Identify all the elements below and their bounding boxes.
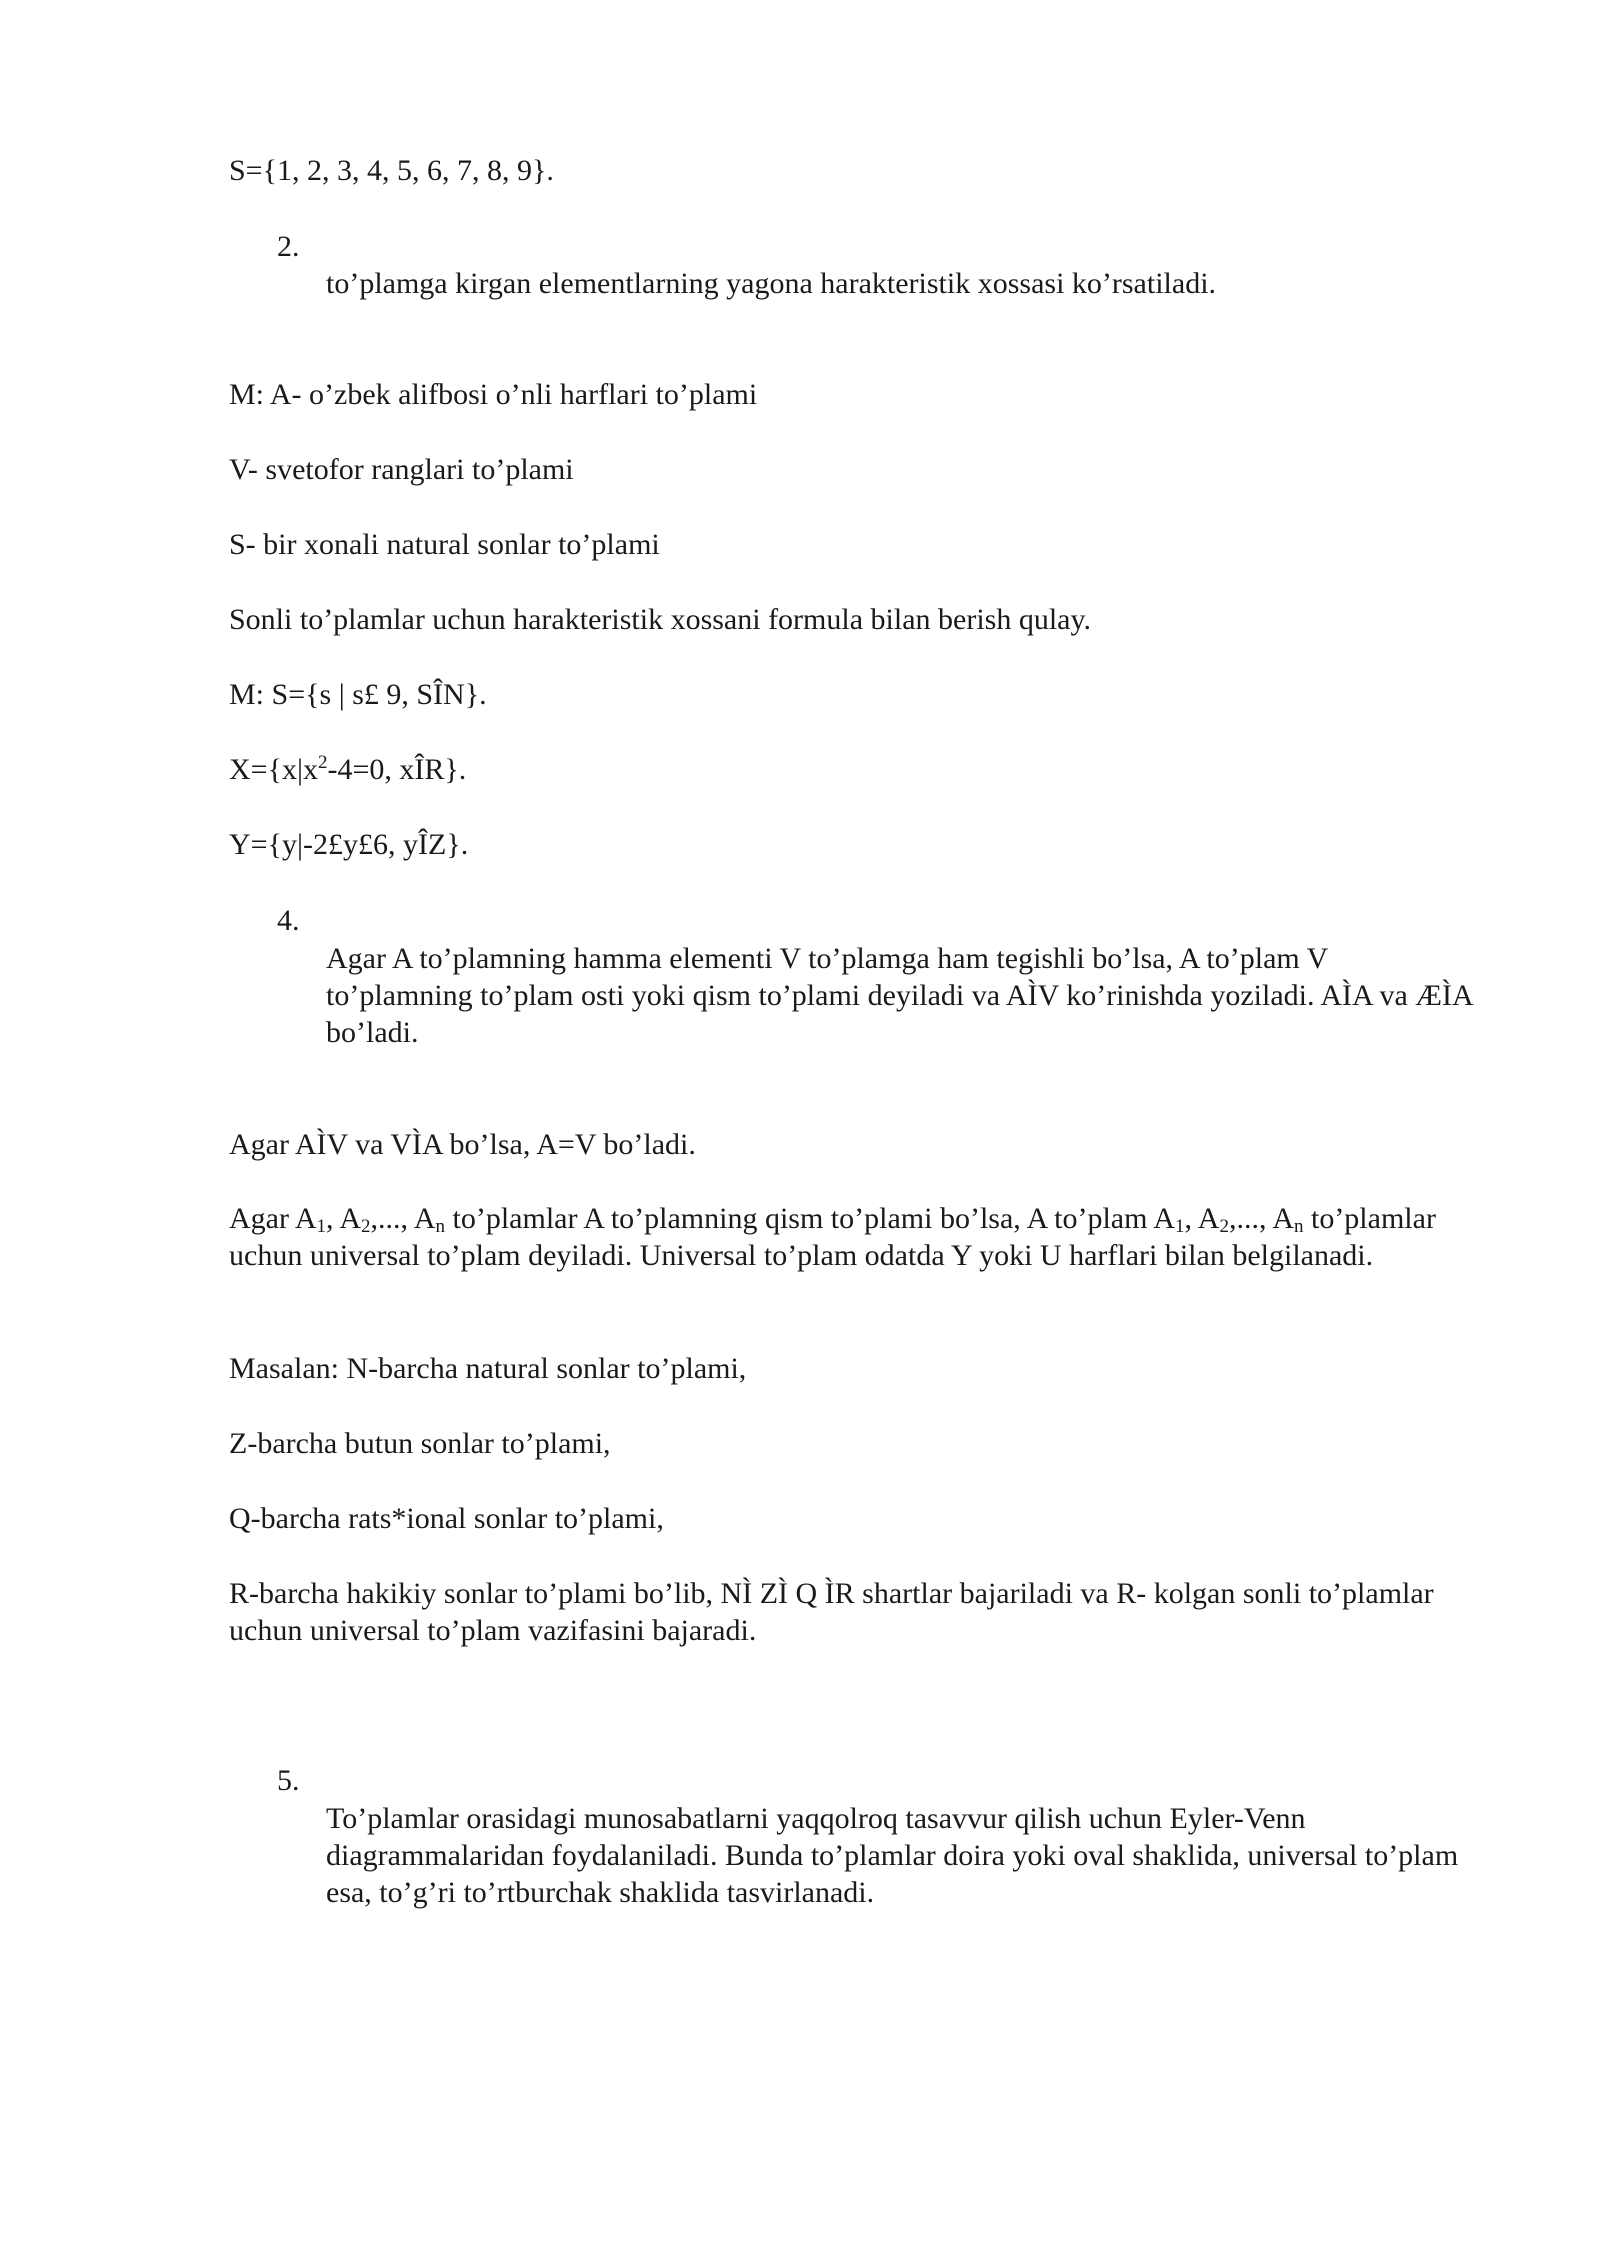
item-5-text: To’plamlar orasidagi munosabatlarni yaqqolroq tasavvur qilish uchun Eyler-Venn diagrammalaridan foydalaniladi. Bunda to’plamlar doira yoki oval shaklida, universal to’plam esa, to’g’ri to’rtburchak shaklida tasvirlanadi. — [326, 1802, 1459, 1909]
universal-sub-6: n — [1293, 1216, 1304, 1237]
item-4-text: Agar A to’plamning hamma elementi V to’plamga ham tegishli bo’lsa, A to’plam V to’plamning to’plam osti yoki qism to’plami deyiladi va AÌV ko’rinishda yoziladi. AÌA va ÆÌA bo’ladi. — [326, 942, 1472, 1049]
universal-text-6: ,..., A — [1228, 1202, 1294, 1235]
example-single-digit-set: S- bir xonali natural sonlar to’plami — [229, 528, 660, 561]
formula-x-exponent: 2 — [318, 752, 328, 773]
formula-x-pre: X={x|x — [229, 753, 318, 786]
masalan-real: R-barcha hakikiy sonlar to’plami bo’lib, NÌ ZÌ Q ÌR shartlar bajariladi va R- kolgan sonli to’plamlar uchun universal to’plam vazifasini bajaradi. — [229, 1577, 1434, 1647]
equal-sets-statement: Agar AÌV va VÌA bo’lsa, A=V bo’ladi. — [229, 1128, 696, 1161]
universal-set-definition — [229, 1200, 1469, 1274]
masalan-natural: Masalan: N-barcha natural sonlar to’plami, — [229, 1352, 747, 1385]
formula-x-post: -4=0, xÎR}. — [327, 753, 467, 786]
universal-text-5: , A — [1184, 1202, 1220, 1235]
example-traffic-light-set: V- svetofor ranglari to’plami — [229, 453, 574, 486]
formula-s: M: S={s | s£ 9, SÎN}. — [229, 678, 487, 711]
universal-text-4: to’plamlar A to’plamning qism to’plami bo’lsa, A to’plam A — [445, 1202, 1175, 1235]
item-4-number: 4. — [277, 904, 300, 937]
universal-text-7: to’plamlar uchun universal to’plam deyiladi. Universal to’plam odatda Y yoki U harflari bilan belgilanadi. — [229, 1202, 1436, 1272]
formula-x — [229, 751, 1469, 788]
item-2-number: 2. — [277, 230, 300, 263]
universal-sub-5: 2 — [1219, 1216, 1229, 1237]
masalan-integer: Z-barcha butun sonlar to’plami, — [229, 1427, 611, 1460]
universal-text-3: ,..., A — [370, 1202, 436, 1235]
universal-sub-4: 1 — [1174, 1216, 1185, 1237]
item-2-text: to’plamga kirgan elementlarning yagona harakteristik xossasi ko’rsatiladi. — [326, 267, 1217, 300]
formula-y: Y={y|-2£y£6, yÎZ}. — [229, 828, 469, 861]
masalan-rational: Q-barcha rats*ional sonlar to’plami, — [229, 1502, 664, 1535]
formula-note: Sonli to’plamlar uchun harakteristik xossani formula bilan berish qulay. — [229, 603, 1092, 636]
example-alphabet-set: M: A- o’zbek alifbosi o’nli harflari to’plami — [229, 378, 758, 411]
universal-sub-3: n — [435, 1216, 446, 1237]
set-s-definition: S={1, 2, 3, 4, 5, 6, 7, 8, 9}. — [229, 154, 554, 187]
universal-sub-1: 1 — [316, 1216, 326, 1237]
item-5-number: 5. — [277, 1764, 300, 1797]
universal-text-2: , A — [325, 1202, 361, 1235]
universal-sub-2: 2 — [361, 1216, 371, 1237]
universal-text-1: Agar A — [229, 1202, 317, 1235]
